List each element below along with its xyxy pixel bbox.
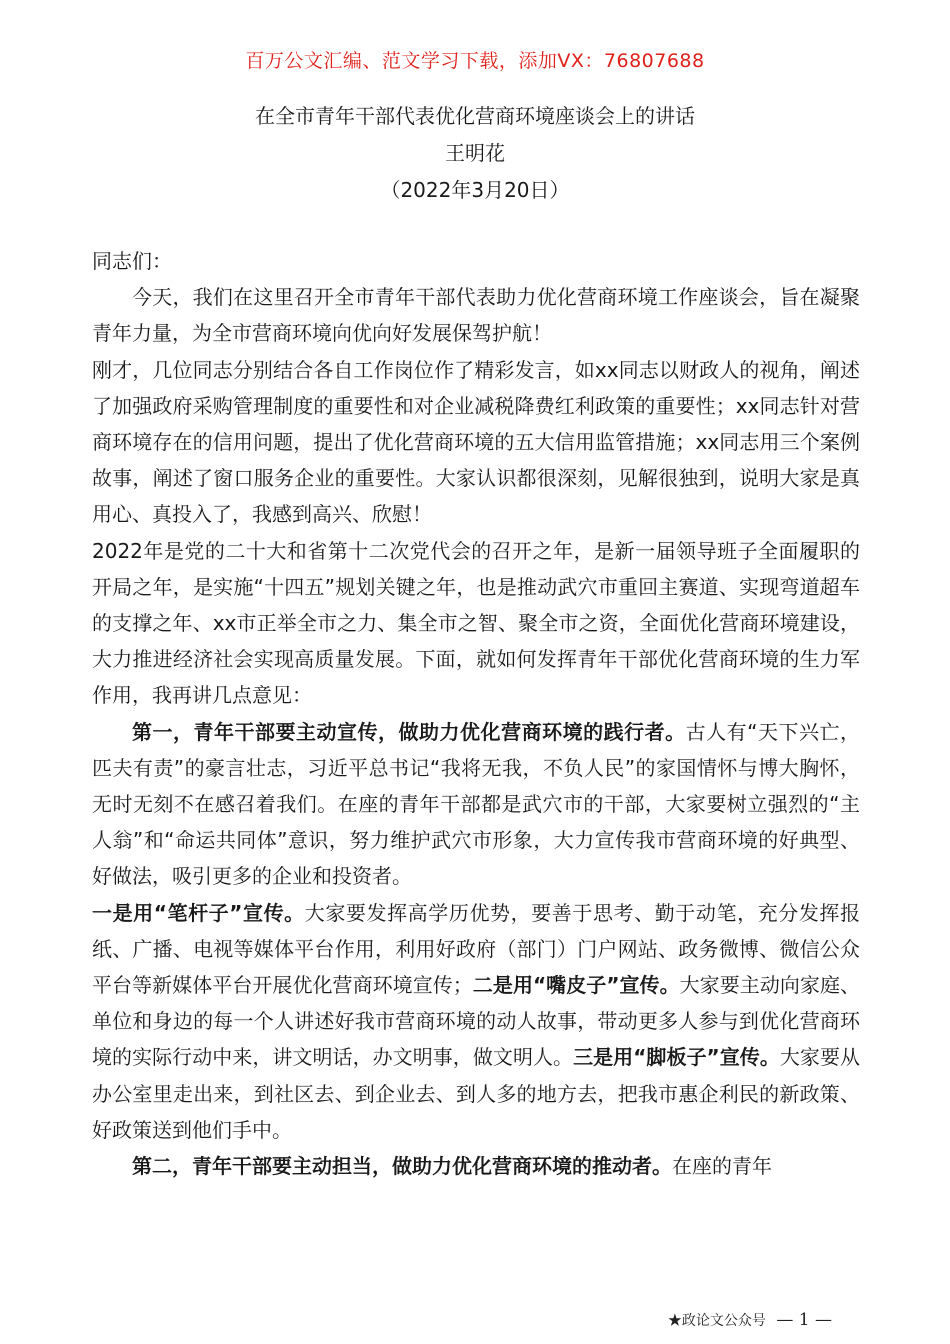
paragraph-context: 2022年是党的二十大和省第十二次党代会的召开之年，是新一届领导班子全面履职的开局之年，是实施“十四五”规划关键之年，也是推动武穴市重回主赛道、实现弯道超车的支撑之年、xx市正举全市之力、集全市之智、聚全市之资，全面优化营商环境建设，大力推进经济社会实现高质量发展。下面，就如何发挥青年干部优化营商环境的生力军作用，我再讲几点意见： xyxy=(92,538,860,708)
point-one-heading: 第一，青年干部要主动宣传，做助力优化营商环境的践行者。 xyxy=(132,719,686,744)
method-two-text: 大家要主动向家庭、单位和身边的每一个人讲述好我市营商环境的动人故事，带动更多人参与到优化营商环境的实际行动中来，讲文明话，办文明事，做文明人。 xyxy=(92,973,860,1070)
document-body xyxy=(92,243,860,1184)
point-two-heading: 第二，青年干部要主动担当，做助力优化营商环境的推动者。 xyxy=(132,1154,672,1179)
point-one-text: 古人有“天下兴亡，匹夫有责”的豪言壮志，习近平总书记“我将无我，不负人民”的家国情怀与博大胸怀，无时无刻不在感召着我们。在座的青年干部都是武穴市的干部，大家要树立强烈的“主人翁”和“命运共同体”意识，努力维护武穴市形象，大力宣传我市营商环境的好典型、好做法，吸引更多的企业和投资者。 xyxy=(92,719,860,889)
point-two-text: 在座的青年 xyxy=(672,1154,772,1179)
paragraph-point-one xyxy=(92,714,860,895)
method-one-heading: 一是用“笔杆子”宣传。 xyxy=(92,900,305,925)
document-author: 王明花 xyxy=(445,141,505,165)
method-three-text: 大家要从办公室里走出来，到社区去、到企业去、到人多的地方去，把我市惠企利民的新政策、好政策送到他们手中。 xyxy=(92,1045,861,1142)
paragraph-methods xyxy=(92,895,860,1148)
footer-source: ★政论文公众号 xyxy=(667,1313,766,1329)
paragraph-point-two xyxy=(92,1148,860,1184)
method-two-heading: 二是用“嘴皮子”宣传。 xyxy=(472,973,680,998)
method-three-heading: 三是用“脚板子”宣传。 xyxy=(573,1045,780,1070)
paragraph-review: 刚才，几位同志分别结合各自工作岗位作了精彩发言，如xx同志以财政人的视角，阐述了加强政府采购管理制度的重要性和对企业减税降费红利政策的重要性；xx同志针对营商环境存在的信用问题，提出了优化营商环境的五大信用监管措施；xx同志用三个案例故事，阐述了窗口服务企业的重要性。大家认识都很深刻，见解很独到，说明大家是真用心、真投入了，我感到高兴、欣慰！ xyxy=(92,357,860,527)
page-footer xyxy=(668,1310,832,1330)
document-date: （2022年3月20日） xyxy=(380,178,570,202)
document-header xyxy=(0,98,950,209)
salutation: 同志们： xyxy=(92,249,172,273)
paragraph-opening: 今天，我们在这里召开全市青年干部代表助力优化营商环境工作座谈会，旨在凝聚青年力量，为全市营商环境向优向好发展保驾护航！ xyxy=(92,285,860,346)
page-number: — 1 — xyxy=(776,1310,832,1330)
document-title: 在全市青年干部代表优化营商环境座谈会上的讲话 xyxy=(255,104,695,128)
watermark-banner: 百万公文汇编、范文学习下载，添加VX：76807688 xyxy=(245,50,705,72)
method-one-text: 大家要发挥高学历优势，要善于思考、勤于动笔，充分发挥报纸、广播、电视等媒体平台作用，利用好政府（部门）门户网站、政务微博、微信公众平台等新媒体平台开展优化营商环境宣传； xyxy=(92,900,861,998)
